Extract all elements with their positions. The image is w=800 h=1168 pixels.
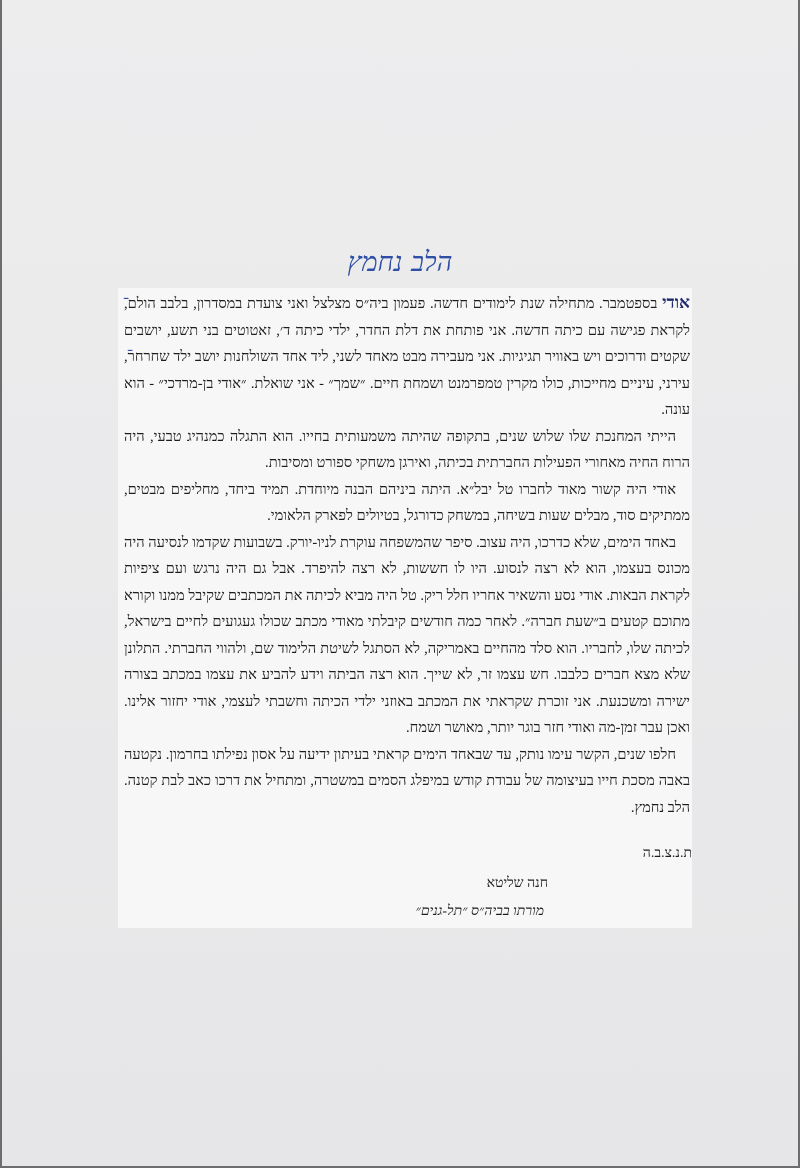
page-left-edge <box>0 0 2 1168</box>
author-name: חנה שליטא <box>486 876 548 891</box>
article-body <box>124 290 690 821</box>
paragraph: הייתי המחנכת שלו שלוש שנים, בתקופה שהיתה משמעותית בחייו. הוא התגלה כמנהיג טבעי, היה הרוח החיה מאחורי הפעילות החברתית בכיתה, ואירגן משחקי ספורט ומסיבות. <box>124 428 690 471</box>
paragraph: באחד הימים, שלא כדרכו, היה עצוב. סיפר שהמשפחה עוקרת לניו-יורק. בשבועות שקדמו לנסיעה היה מכונס בעצמו, הוא לא רצה לנסוע. היו לו חששות, לא רצה להיפרד. אבל גם היה נרגש ועם ציפיות לקראת הבאות. אודי נסע והשאיר אחריו חלל ריק. טל היה מביא לכיתה את המכתבים שקיבל ממנו וקורא מתוכם קטעים ב״שעת חברה״. לאחר כמה חודשים קיבלתי מאודי מכתב שכולו געגועים לחיים בישראל, לכיתה שלו, לחבריו. הוא סלד מהחיים באמריקה, לא הסתגל לשיטת הלימוד שם, ולהווי החברתי. התלונן שלא מצא חברים כלבבו. חש עצמו זר, לא שייך. הוא רצה הביתה וידע להביע את עצמו במכתב בצורה ישירה ומשכנעת. אני זוכרת שקראתי את המכתב באוזני ילדי הכיתה וחשבתי לעצמי, אודי יחזור אלינו. ואכן עבר זמן-מה ואודי חזר בוגר יותר, מאושר ושמח. <box>124 534 690 736</box>
memorial-initials: ת.נ.צ.ב.ה <box>642 846 692 861</box>
paragraph: אודי היה קשור מאוד לחברו טל יבל״א. היתה ביניהם הבנה מיוחדת. תמיד ביחד, מחליפים מבטים, ממתיקים סוד, מבלים שעות בשיחה, במשחק כדורגל, בטיולים לפארק הלאומי. <box>124 481 690 524</box>
document-title: הלב נחמץ <box>347 247 453 278</box>
author-role: מורתו בביה״ס ״תל-גנים״ <box>415 904 544 919</box>
paragraph: חלפו שנים, הקשר עימו נותק, עד שבאחד הימים קראתי בעיתון ידיעה על אסון נפילתו בחרמון. נקטעה באבה מסכת חייו בעיצומה של עבודת קודש במיפלג הסמים במשטרה, ומתחיל את דרכו כאב לבת קטנה. הלב נחמץ. <box>124 746 690 816</box>
drop-cap: אודי <box>662 293 690 312</box>
paragraph: אודי בספטמבר. מתחילה שנת לימודים חדשה. פעמון ביה״ס מצלצל ואני צועדת במסדרון, בלבב הולם, לקראת פגישה עם כיתה חדשה. אני פותחת את דלת החדר, ילדי כיתה ד׳, זאטוטים בני תשע, יושבים שקטים ודרוכים ויש באוויר תגיגיות. אני מעבירה מבט מאחד לשני, ליד אחד השולחנות יושב ילד שחרחר, עירני, עיניים מחייכות, כולו מקרין טמפרמנט ושמחת חיים. ״שמך״ - אני שואלת. ״אודי בן-מרדכי״ - הוא עונה. <box>124 293 690 418</box>
